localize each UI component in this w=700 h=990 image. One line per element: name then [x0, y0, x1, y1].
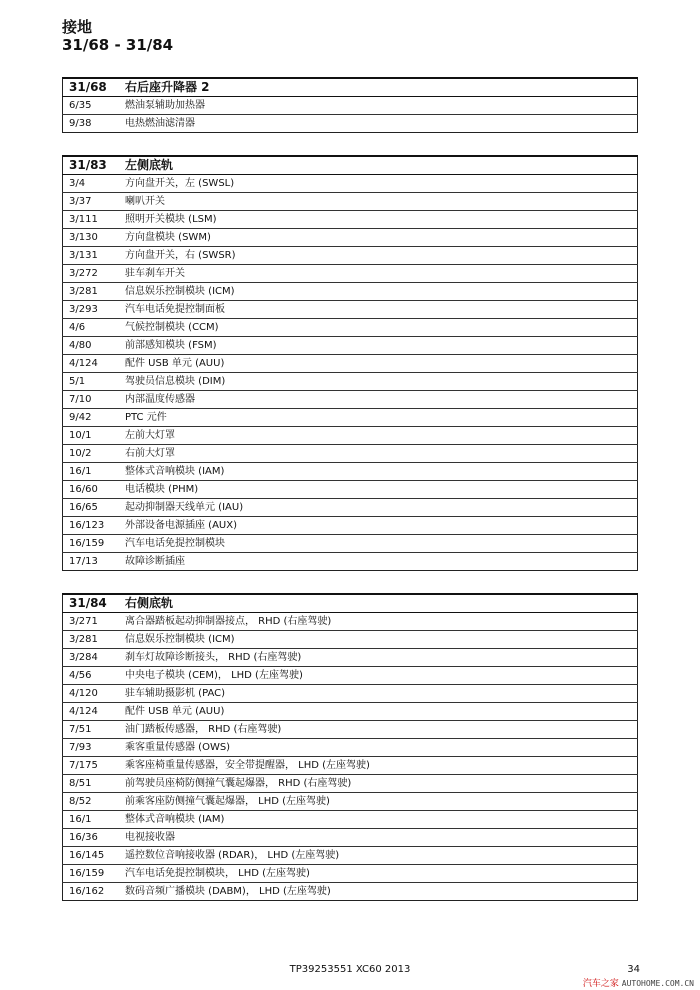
table-row — [63, 685, 638, 703]
component-code: 9/42 — [63, 409, 120, 427]
table-row — [63, 193, 638, 211]
component-description: 信息娱乐控制模块 (ICM) — [119, 283, 638, 301]
component-description: 汽车电话免提控制面板 — [119, 301, 638, 319]
component-code: 4/80 — [63, 337, 120, 355]
component-description: 右前大灯罩 — [119, 445, 638, 463]
page-title-main: 接地 — [62, 18, 93, 36]
component-code: 3/281 — [63, 283, 120, 301]
table-row — [63, 337, 638, 355]
component-code: 16/145 — [63, 847, 120, 865]
component-code: 3/293 — [63, 301, 120, 319]
section-id: 31/84 — [63, 594, 120, 613]
table-row — [63, 175, 638, 193]
component-description: 前乘客座防侧撞气囊起爆器， LHD (左座驾驶) — [119, 793, 638, 811]
component-description: 驻车刹车开关 — [119, 265, 638, 283]
component-code: 8/51 — [63, 775, 120, 793]
component-description: 内部温度传感器 — [119, 391, 638, 409]
table-header-row — [63, 594, 638, 613]
component-code: 7/51 — [63, 721, 120, 739]
component-description: 方向盘模块 (SWM) — [119, 229, 638, 247]
component-description: 前驾驶员座椅防侧撞气囊起爆器， RHD (右座驾驶) — [119, 775, 638, 793]
component-code: 3/281 — [63, 631, 120, 649]
component-code: 16/159 — [63, 535, 120, 553]
table-row — [63, 481, 638, 499]
page-title-range: 31/68 - 31/84 — [62, 36, 174, 54]
component-code: 5/1 — [63, 373, 120, 391]
component-code: 16/65 — [63, 499, 120, 517]
section-id: 31/68 — [63, 78, 120, 97]
component-description: 照明开关模块 (LSM) — [119, 211, 638, 229]
connector-table — [62, 593, 638, 901]
connector-table — [62, 77, 638, 133]
component-description: 数码音频广播模块 (DABM)， LHD (左座驾驶) — [119, 883, 638, 901]
component-code: 3/271 — [63, 613, 120, 631]
table-row — [63, 721, 638, 739]
component-code: 4/120 — [63, 685, 120, 703]
component-description: 汽车电话免提控制模块， LHD (左座驾驶) — [119, 865, 638, 883]
component-code: 16/1 — [63, 811, 120, 829]
table-row — [63, 517, 638, 535]
component-code: 4/124 — [63, 355, 120, 373]
table-row — [63, 427, 638, 445]
table-row — [63, 631, 638, 649]
component-description: 方向盘开关，左 (SWSL) — [119, 175, 638, 193]
table-row — [63, 409, 638, 427]
component-description: 乘客座椅重量传感器，安全带提醒器， LHD (左座驾驶) — [119, 757, 638, 775]
table-row — [63, 739, 638, 757]
component-description: 起动抑制器天线单元 (IAU) — [119, 499, 638, 517]
component-description: 左前大灯罩 — [119, 427, 638, 445]
table-row — [63, 811, 638, 829]
table-header-row — [63, 156, 638, 175]
component-description: 整体式音响模块 (IAM) — [119, 463, 638, 481]
table-row — [63, 445, 638, 463]
table-row — [63, 829, 638, 847]
table-row — [63, 115, 638, 133]
component-description: 油门踏板传感器， RHD (右座驾驶) — [119, 721, 638, 739]
component-code: 9/38 — [63, 115, 120, 133]
component-description: 故障诊断插座 — [119, 553, 638, 571]
component-description: PTC 元件 — [119, 409, 638, 427]
component-code: 3/4 — [63, 175, 120, 193]
table-row — [63, 247, 638, 265]
component-description: 离合器踏板起动抑制器接点， RHD (右座驾驶) — [119, 613, 638, 631]
table-row — [63, 793, 638, 811]
table-row — [63, 775, 638, 793]
component-code: 3/130 — [63, 229, 120, 247]
component-code: 16/159 — [63, 865, 120, 883]
component-description: 前部感知模块 (FSM) — [119, 337, 638, 355]
component-code: 10/1 — [63, 427, 120, 445]
component-code: 16/1 — [63, 463, 120, 481]
table-row — [63, 391, 638, 409]
table-row — [63, 373, 638, 391]
component-description: 信息娱乐控制模块 (ICM) — [119, 631, 638, 649]
component-description: 外部设备电源插座 (AUX) — [119, 517, 638, 535]
table-row — [63, 463, 638, 481]
table-row — [63, 757, 638, 775]
component-code: 3/37 — [63, 193, 120, 211]
table-row — [63, 613, 638, 631]
component-code: 3/111 — [63, 211, 120, 229]
component-code: 4/6 — [63, 319, 120, 337]
component-code: 7/175 — [63, 757, 120, 775]
component-code: 16/162 — [63, 883, 120, 901]
component-code: 3/284 — [63, 649, 120, 667]
table-row — [63, 301, 638, 319]
table-row — [63, 535, 638, 553]
component-code: 8/52 — [63, 793, 120, 811]
table-row — [63, 847, 638, 865]
component-code: 3/131 — [63, 247, 120, 265]
table-row — [63, 265, 638, 283]
component-description: 电话模块 (PHM) — [119, 481, 638, 499]
component-code: 7/93 — [63, 739, 120, 757]
component-description: 方向盘开关，右 (SWSR) — [119, 247, 638, 265]
section-name: 左侧底轨 — [119, 156, 638, 175]
footer-page-number: 34 — [627, 964, 640, 975]
component-description: 配件 USB 单元 (AUU) — [119, 703, 638, 721]
component-code: 16/36 — [63, 829, 120, 847]
component-code: 16/60 — [63, 481, 120, 499]
component-description: 驻车辅助摄影机 (PAC) — [119, 685, 638, 703]
table-row — [63, 649, 638, 667]
table-row — [63, 499, 638, 517]
table-row — [63, 553, 638, 571]
table-row — [63, 97, 638, 115]
component-code: 4/124 — [63, 703, 120, 721]
section-name: 右侧底轨 — [119, 594, 638, 613]
section-name: 右后座升降器 2 — [119, 78, 638, 97]
page-title — [62, 18, 173, 54]
component-description: 乘客重量传感器 (OWS) — [119, 739, 638, 757]
component-code: 17/13 — [63, 553, 120, 571]
section-id: 31/83 — [63, 156, 120, 175]
table-row — [63, 883, 638, 901]
component-description: 中央电子模块 (CEM)， LHD (左座驾驶) — [119, 667, 638, 685]
watermark-brand: 汽车之家 — [582, 979, 619, 989]
component-description: 整体式音响模块 (IAM) — [119, 811, 638, 829]
component-description: 刹车灯故障诊断接头， RHD (右座驾驶) — [119, 649, 638, 667]
component-description: 汽车电话免提控制模块 — [119, 535, 638, 553]
component-description: 遥控数位音响接收器 (RDAR)， LHD (左座驾驶) — [119, 847, 638, 865]
table-row — [63, 667, 638, 685]
component-description: 电热燃油滤清器 — [119, 115, 638, 133]
table-row — [63, 355, 638, 373]
table-row — [63, 703, 638, 721]
component-code: 6/35 — [63, 97, 120, 115]
component-description: 电视接收器 — [119, 829, 638, 847]
component-description: 喇叭开关 — [119, 193, 638, 211]
footer-document-id: TP39253551 XC60 2013 — [289, 964, 411, 975]
component-code: 10/2 — [63, 445, 120, 463]
connector-table — [62, 155, 638, 571]
component-description: 燃油泵辅助加热器 — [119, 97, 638, 115]
watermark-site: AUTOHOME.COM.CN — [621, 979, 694, 988]
table-row — [63, 283, 638, 301]
component-description: 气候控制模块 (CCM) — [119, 319, 638, 337]
table-row — [63, 229, 638, 247]
component-code: 4/56 — [63, 667, 120, 685]
component-code: 7/10 — [63, 391, 120, 409]
table-row — [63, 865, 638, 883]
component-description: 驾驶员信息模块 (DIM) — [119, 373, 638, 391]
table-row — [63, 319, 638, 337]
table-header-row — [63, 78, 638, 97]
component-code: 16/123 — [63, 517, 120, 535]
table-row — [63, 211, 638, 229]
watermark — [583, 976, 694, 989]
component-code: 3/272 — [63, 265, 120, 283]
component-description: 配件 USB 单元 (AUU) — [119, 355, 638, 373]
